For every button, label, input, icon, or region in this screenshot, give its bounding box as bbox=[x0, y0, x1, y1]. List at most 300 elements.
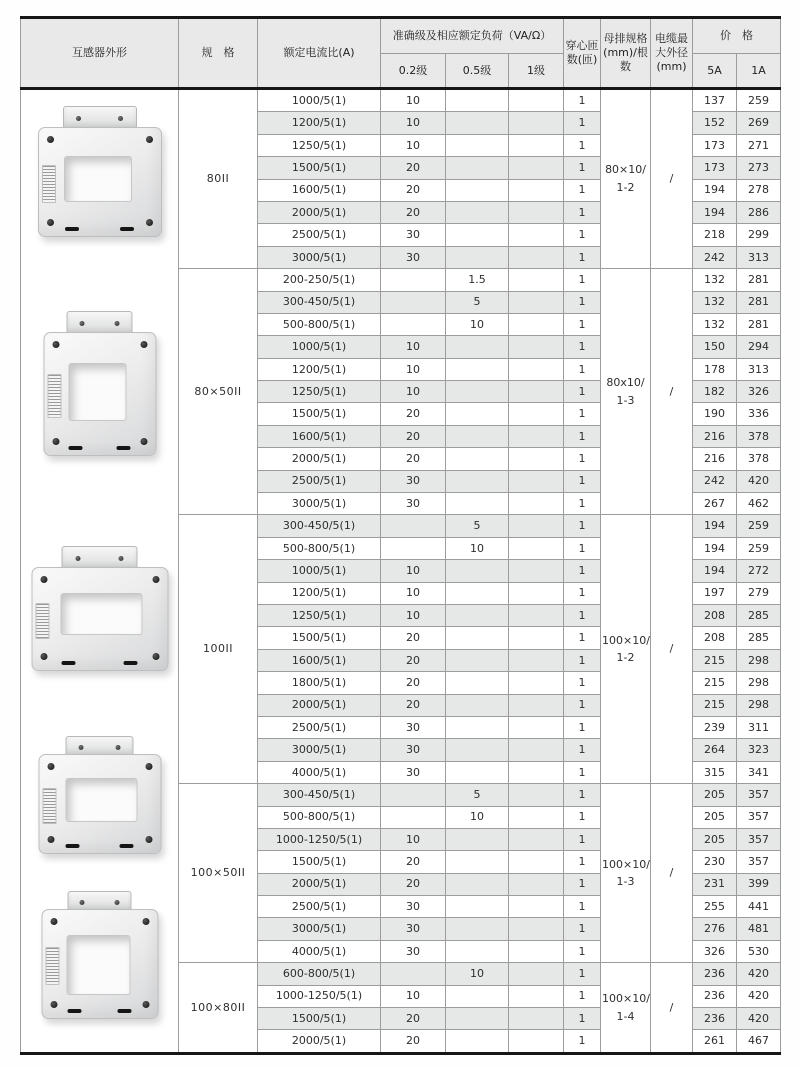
price-5a-cell: 208 bbox=[693, 627, 737, 649]
turns-cell: 1 bbox=[564, 627, 601, 649]
header-turns: 穿心匝数(匝) bbox=[564, 18, 601, 89]
accuracy-cell: 20 bbox=[381, 425, 446, 447]
cable-cell: / bbox=[651, 515, 693, 784]
price-1a-cell: 298 bbox=[737, 694, 781, 716]
accuracy-cell bbox=[381, 806, 446, 828]
price-1a-cell: 281 bbox=[737, 269, 781, 291]
accuracy-cell bbox=[509, 1008, 564, 1030]
price-1a-cell: 285 bbox=[737, 604, 781, 626]
price-1a-cell: 259 bbox=[737, 537, 781, 559]
accuracy-cell: 30 bbox=[381, 493, 446, 515]
price-1a-cell: 481 bbox=[737, 918, 781, 940]
accuracy-cell bbox=[509, 448, 564, 470]
accuracy-cell bbox=[446, 560, 509, 582]
price-5a-cell: 190 bbox=[693, 403, 737, 425]
price-1a-cell: 530 bbox=[737, 940, 781, 962]
price-5a-cell: 326 bbox=[693, 940, 737, 962]
accuracy-cell bbox=[509, 604, 564, 626]
price-1a-cell: 273 bbox=[737, 157, 781, 179]
accuracy-cell: 30 bbox=[381, 224, 446, 246]
ratio-cell: 3000/5(1) bbox=[258, 246, 381, 268]
accuracy-cell bbox=[446, 448, 509, 470]
price-1a-cell: 278 bbox=[737, 179, 781, 201]
accuracy-cell bbox=[509, 336, 564, 358]
ratio-cell: 2500/5(1) bbox=[258, 896, 381, 918]
ratio-cell: 2000/5(1) bbox=[258, 448, 381, 470]
busbar-cell bbox=[601, 89, 651, 269]
turns-cell: 1 bbox=[564, 403, 601, 425]
turns-cell: 1 bbox=[564, 425, 601, 447]
turns-cell: 1 bbox=[564, 537, 601, 559]
price-5a-cell: 178 bbox=[693, 358, 737, 380]
accuracy-cell bbox=[509, 515, 564, 537]
accuracy-cell: 10 bbox=[381, 604, 446, 626]
accuracy-cell bbox=[509, 560, 564, 582]
price-5a-cell: 194 bbox=[693, 537, 737, 559]
ratio-cell: 2500/5(1) bbox=[258, 716, 381, 738]
accuracy-cell bbox=[446, 1030, 509, 1053]
accuracy-cell: 20 bbox=[381, 672, 446, 694]
ratio-cell: 2000/5(1) bbox=[258, 694, 381, 716]
price-5a-cell: 132 bbox=[693, 269, 737, 291]
ratio-cell: 1600/5(1) bbox=[258, 179, 381, 201]
price-1a-cell: 357 bbox=[737, 806, 781, 828]
price-5a-cell: 194 bbox=[693, 179, 737, 201]
ratio-cell: 1000-1250/5(1) bbox=[258, 985, 381, 1007]
accuracy-cell: 10 bbox=[381, 358, 446, 380]
price-5a-cell: 231 bbox=[693, 873, 737, 895]
price-5a-cell: 218 bbox=[693, 224, 737, 246]
accuracy-cell bbox=[446, 201, 509, 223]
ratio-cell: 1500/5(1) bbox=[258, 627, 381, 649]
header-price-group: 价 格 bbox=[693, 18, 781, 54]
ratio-cell: 1500/5(1) bbox=[258, 851, 381, 873]
accuracy-cell: 10 bbox=[446, 313, 509, 335]
accuracy-cell bbox=[446, 918, 509, 940]
price-1a-cell: 271 bbox=[737, 134, 781, 156]
busbar-line1: 80×10/ bbox=[605, 163, 646, 177]
price-1a-cell: 313 bbox=[737, 358, 781, 380]
ratio-cell: 1200/5(1) bbox=[258, 582, 381, 604]
spec-label: 100×50II bbox=[179, 784, 258, 963]
price-5a-cell: 261 bbox=[693, 1030, 737, 1053]
accuracy-cell: 10 bbox=[446, 537, 509, 559]
ratio-cell: 1000/5(1) bbox=[258, 336, 381, 358]
accuracy-cell bbox=[509, 179, 564, 201]
header-price-5a: 5A bbox=[693, 54, 737, 89]
ratio-cell: 1250/5(1) bbox=[258, 381, 381, 403]
busbar-cell bbox=[601, 784, 651, 963]
busbar-line2: 1-4 bbox=[616, 1009, 635, 1023]
busbar-line2: 1-2 bbox=[616, 181, 635, 195]
accuracy-cell: 20 bbox=[381, 851, 446, 873]
ratio-cell: 1250/5(1) bbox=[258, 134, 381, 156]
accuracy-cell: 10 bbox=[381, 112, 446, 134]
price-1a-cell: 294 bbox=[737, 336, 781, 358]
ratio-cell: 1500/5(1) bbox=[258, 1008, 381, 1030]
turns-cell: 1 bbox=[564, 672, 601, 694]
ratio-cell: 1500/5(1) bbox=[258, 403, 381, 425]
spec-label: 100II bbox=[179, 515, 258, 784]
price-5a-cell: 230 bbox=[693, 851, 737, 873]
cable-cell: / bbox=[651, 963, 693, 1054]
price-1a-cell: 279 bbox=[737, 582, 781, 604]
price-1a-cell: 286 bbox=[737, 201, 781, 223]
turns-cell: 1 bbox=[564, 560, 601, 582]
turns-cell: 1 bbox=[564, 806, 601, 828]
price-1a-cell: 357 bbox=[737, 828, 781, 850]
accuracy-cell bbox=[509, 873, 564, 895]
accuracy-cell bbox=[446, 761, 509, 783]
turns-cell: 1 bbox=[564, 89, 601, 112]
price-1a-cell: 285 bbox=[737, 627, 781, 649]
ratio-cell: 1000/5(1) bbox=[258, 89, 381, 112]
header-busbar: 母排规格(mm)/根数 bbox=[601, 18, 651, 89]
turns-cell: 1 bbox=[564, 694, 601, 716]
price-1a-cell: 299 bbox=[737, 224, 781, 246]
accuracy-cell: 30 bbox=[381, 940, 446, 962]
turns-cell: 1 bbox=[564, 493, 601, 515]
accuracy-cell bbox=[446, 873, 509, 895]
ratio-cell: 1000-1250/5(1) bbox=[258, 828, 381, 850]
turns-cell: 1 bbox=[564, 179, 601, 201]
accuracy-cell bbox=[509, 806, 564, 828]
ratio-cell: 3000/5(1) bbox=[258, 493, 381, 515]
price-1a-cell: 323 bbox=[737, 739, 781, 761]
accuracy-cell bbox=[446, 985, 509, 1007]
ratio-cell: 2500/5(1) bbox=[258, 470, 381, 492]
price-5a-cell: 276 bbox=[693, 918, 737, 940]
accuracy-cell bbox=[381, 784, 446, 806]
accuracy-cell bbox=[446, 851, 509, 873]
accuracy-cell: 10 bbox=[381, 985, 446, 1007]
accuracy-cell bbox=[509, 313, 564, 335]
busbar-line2: 1-3 bbox=[616, 875, 635, 889]
accuracy-cell: 10 bbox=[381, 828, 446, 850]
transformer-spec-price-table bbox=[20, 16, 781, 1055]
busbar-line2: 1-2 bbox=[616, 651, 635, 665]
accuracy-cell: 10 bbox=[381, 336, 446, 358]
accuracy-cell bbox=[446, 179, 509, 201]
accuracy-cell bbox=[509, 627, 564, 649]
accuracy-cell bbox=[446, 134, 509, 156]
price-5a-cell: 205 bbox=[693, 784, 737, 806]
header-cable: 电缆最大外径(mm) bbox=[651, 18, 693, 89]
accuracy-cell bbox=[446, 672, 509, 694]
price-1a-cell: 259 bbox=[737, 515, 781, 537]
price-1a-cell: 281 bbox=[737, 291, 781, 313]
accuracy-cell: 30 bbox=[381, 716, 446, 738]
accuracy-cell bbox=[446, 336, 509, 358]
accuracy-cell: 5 bbox=[446, 291, 509, 313]
turns-cell: 1 bbox=[564, 269, 601, 291]
busbar-cell bbox=[601, 269, 651, 515]
ratio-cell: 2000/5(1) bbox=[258, 1030, 381, 1053]
turns-cell: 1 bbox=[564, 381, 601, 403]
accuracy-cell bbox=[446, 425, 509, 447]
accuracy-cell bbox=[509, 1030, 564, 1053]
ratio-cell: 1600/5(1) bbox=[258, 649, 381, 671]
turns-cell: 1 bbox=[564, 112, 601, 134]
price-1a-cell: 420 bbox=[737, 963, 781, 985]
ratio-cell: 1000/5(1) bbox=[258, 560, 381, 582]
accuracy-cell bbox=[509, 582, 564, 604]
turns-cell: 1 bbox=[564, 291, 601, 313]
price-5a-cell: 194 bbox=[693, 201, 737, 223]
accuracy-cell bbox=[446, 89, 509, 112]
cable-cell: / bbox=[651, 784, 693, 963]
header-accuracy-1: 1级 bbox=[509, 54, 564, 89]
accuracy-cell bbox=[446, 694, 509, 716]
header-appearance: 互感器外形 bbox=[21, 18, 179, 89]
header-accuracy-05: 0.5级 bbox=[446, 54, 509, 89]
ratio-cell: 1200/5(1) bbox=[258, 358, 381, 380]
accuracy-cell: 10 bbox=[446, 806, 509, 828]
price-5a-cell: 137 bbox=[693, 89, 737, 112]
accuracy-cell: 20 bbox=[381, 627, 446, 649]
accuracy-cell bbox=[509, 537, 564, 559]
ratio-cell: 1250/5(1) bbox=[258, 604, 381, 626]
turns-cell: 1 bbox=[564, 784, 601, 806]
turns-cell: 1 bbox=[564, 246, 601, 268]
accuracy-cell bbox=[509, 493, 564, 515]
accuracy-cell bbox=[446, 716, 509, 738]
accuracy-cell bbox=[509, 112, 564, 134]
ratio-cell: 500-800/5(1) bbox=[258, 313, 381, 335]
ratio-cell: 1200/5(1) bbox=[258, 112, 381, 134]
accuracy-cell: 20 bbox=[381, 448, 446, 470]
price-1a-cell: 326 bbox=[737, 381, 781, 403]
price-5a-cell: 132 bbox=[693, 291, 737, 313]
accuracy-cell bbox=[446, 627, 509, 649]
accuracy-cell bbox=[509, 918, 564, 940]
header-price-1a: 1A bbox=[737, 54, 781, 89]
accuracy-cell bbox=[446, 112, 509, 134]
accuracy-cell bbox=[446, 739, 509, 761]
accuracy-cell bbox=[381, 313, 446, 335]
price-5a-cell: 208 bbox=[693, 604, 737, 626]
ratio-cell: 1500/5(1) bbox=[258, 157, 381, 179]
turns-cell: 1 bbox=[564, 470, 601, 492]
turns-cell: 1 bbox=[564, 201, 601, 223]
price-5a-cell: 132 bbox=[693, 313, 737, 335]
header-ratio: 额定电流比(A) bbox=[258, 18, 381, 89]
ratio-cell: 600-800/5(1) bbox=[258, 963, 381, 985]
price-5a-cell: 182 bbox=[693, 381, 737, 403]
ratio-cell: 300-450/5(1) bbox=[258, 291, 381, 313]
accuracy-cell: 10 bbox=[381, 134, 446, 156]
turns-cell: 1 bbox=[564, 873, 601, 895]
accuracy-cell bbox=[509, 425, 564, 447]
price-1a-cell: 420 bbox=[737, 985, 781, 1007]
price-1a-cell: 272 bbox=[737, 560, 781, 582]
turns-cell: 1 bbox=[564, 896, 601, 918]
accuracy-cell bbox=[509, 358, 564, 380]
price-1a-cell: 298 bbox=[737, 649, 781, 671]
price-1a-cell: 259 bbox=[737, 89, 781, 112]
accuracy-cell: 30 bbox=[381, 918, 446, 940]
ratio-cell: 2000/5(1) bbox=[258, 873, 381, 895]
accuracy-cell bbox=[446, 358, 509, 380]
accuracy-cell bbox=[509, 940, 564, 962]
accuracy-cell bbox=[446, 604, 509, 626]
price-1a-cell: 420 bbox=[737, 470, 781, 492]
turns-cell: 1 bbox=[564, 515, 601, 537]
turns-cell: 1 bbox=[564, 1030, 601, 1053]
spec-label: 80×50II bbox=[179, 269, 258, 515]
price-5a-cell: 315 bbox=[693, 761, 737, 783]
price-5a-cell: 215 bbox=[693, 672, 737, 694]
turns-cell: 1 bbox=[564, 224, 601, 246]
accuracy-cell bbox=[509, 403, 564, 425]
turns-cell: 1 bbox=[564, 918, 601, 940]
accuracy-cell bbox=[446, 403, 509, 425]
price-1a-cell: 357 bbox=[737, 784, 781, 806]
turns-cell: 1 bbox=[564, 604, 601, 626]
ratio-cell: 3000/5(1) bbox=[258, 739, 381, 761]
price-5a-cell: 194 bbox=[693, 515, 737, 537]
cable-cell: / bbox=[651, 269, 693, 515]
price-5a-cell: 236 bbox=[693, 1008, 737, 1030]
accuracy-cell bbox=[509, 157, 564, 179]
ratio-cell: 500-800/5(1) bbox=[258, 537, 381, 559]
ratio-cell: 200-250/5(1) bbox=[258, 269, 381, 291]
accuracy-cell: 30 bbox=[381, 896, 446, 918]
accuracy-cell: 20 bbox=[381, 403, 446, 425]
price-1a-cell: 467 bbox=[737, 1030, 781, 1053]
busbar-line1: 100×10/ bbox=[602, 633, 650, 647]
accuracy-cell bbox=[509, 963, 564, 985]
accuracy-cell: 5 bbox=[446, 784, 509, 806]
table-row bbox=[21, 89, 781, 112]
accuracy-cell bbox=[446, 828, 509, 850]
accuracy-cell bbox=[509, 694, 564, 716]
price-5a-cell: 215 bbox=[693, 694, 737, 716]
price-1a-cell: 378 bbox=[737, 448, 781, 470]
price-1a-cell: 311 bbox=[737, 716, 781, 738]
price-1a-cell: 378 bbox=[737, 425, 781, 447]
turns-cell: 1 bbox=[564, 448, 601, 470]
turns-cell: 1 bbox=[564, 134, 601, 156]
accuracy-cell: 30 bbox=[381, 470, 446, 492]
busbar-cell bbox=[601, 515, 651, 784]
turns-cell: 1 bbox=[564, 358, 601, 380]
busbar-line2: 1-3 bbox=[616, 393, 635, 407]
accuracy-cell bbox=[509, 761, 564, 783]
accuracy-cell: 10 bbox=[381, 381, 446, 403]
header-accuracy-02: 0.2级 bbox=[381, 54, 446, 89]
ratio-cell: 4000/5(1) bbox=[258, 761, 381, 783]
ratio-cell: 300-450/5(1) bbox=[258, 515, 381, 537]
price-5a-cell: 215 bbox=[693, 649, 737, 671]
accuracy-cell: 20 bbox=[381, 1008, 446, 1030]
turns-cell: 1 bbox=[564, 851, 601, 873]
header-accuracy-group: 准确级及相应额定负荷（VA/Ω） bbox=[381, 18, 564, 54]
accuracy-cell: 30 bbox=[381, 246, 446, 268]
ratio-cell: 1800/5(1) bbox=[258, 672, 381, 694]
header-spec: 规 格 bbox=[179, 18, 258, 89]
accuracy-cell: 30 bbox=[381, 739, 446, 761]
accuracy-cell bbox=[446, 896, 509, 918]
accuracy-cell: 10 bbox=[381, 89, 446, 112]
accuracy-cell: 20 bbox=[381, 649, 446, 671]
price-5a-cell: 173 bbox=[693, 134, 737, 156]
turns-cell: 1 bbox=[564, 649, 601, 671]
accuracy-cell: 10 bbox=[381, 560, 446, 582]
ratio-cell: 1600/5(1) bbox=[258, 425, 381, 447]
accuracy-cell bbox=[509, 224, 564, 246]
ratio-cell: 500-800/5(1) bbox=[258, 806, 381, 828]
accuracy-cell bbox=[509, 201, 564, 223]
accuracy-cell bbox=[446, 582, 509, 604]
price-5a-cell: 242 bbox=[693, 470, 737, 492]
price-5a-cell: 150 bbox=[693, 336, 737, 358]
accuracy-cell: 10 bbox=[381, 582, 446, 604]
price-1a-cell: 281 bbox=[737, 313, 781, 335]
accuracy-cell bbox=[509, 672, 564, 694]
turns-cell: 1 bbox=[564, 963, 601, 985]
price-1a-cell: 341 bbox=[737, 761, 781, 783]
busbar-line1: 80x10/ bbox=[606, 376, 645, 390]
price-5a-cell: 197 bbox=[693, 582, 737, 604]
accuracy-cell: 20 bbox=[381, 694, 446, 716]
price-5a-cell: 194 bbox=[693, 560, 737, 582]
accuracy-cell bbox=[509, 716, 564, 738]
price-5a-cell: 236 bbox=[693, 985, 737, 1007]
accuracy-cell bbox=[446, 493, 509, 515]
accuracy-cell bbox=[446, 940, 509, 962]
accuracy-cell: 20 bbox=[381, 873, 446, 895]
price-1a-cell: 357 bbox=[737, 851, 781, 873]
turns-cell: 1 bbox=[564, 313, 601, 335]
accuracy-cell bbox=[381, 291, 446, 313]
turns-cell: 1 bbox=[564, 985, 601, 1007]
accuracy-cell: 30 bbox=[381, 761, 446, 783]
price-1a-cell: 298 bbox=[737, 672, 781, 694]
price-5a-cell: 216 bbox=[693, 425, 737, 447]
accuracy-cell bbox=[509, 896, 564, 918]
price-5a-cell: 239 bbox=[693, 716, 737, 738]
turns-cell: 1 bbox=[564, 336, 601, 358]
price-1a-cell: 269 bbox=[737, 112, 781, 134]
ratio-cell: 2500/5(1) bbox=[258, 224, 381, 246]
accuracy-cell bbox=[446, 246, 509, 268]
price-5a-cell: 242 bbox=[693, 246, 737, 268]
spec-label: 80II bbox=[179, 89, 258, 269]
price-1a-cell: 399 bbox=[737, 873, 781, 895]
price-5a-cell: 173 bbox=[693, 157, 737, 179]
accuracy-cell: 5 bbox=[446, 515, 509, 537]
price-1a-cell: 313 bbox=[737, 246, 781, 268]
accuracy-cell bbox=[509, 470, 564, 492]
accuracy-cell bbox=[509, 291, 564, 313]
accuracy-cell bbox=[381, 269, 446, 291]
busbar-line1: 100×10/ bbox=[602, 857, 650, 871]
accuracy-cell bbox=[509, 828, 564, 850]
accuracy-cell bbox=[509, 739, 564, 761]
price-5a-cell: 236 bbox=[693, 963, 737, 985]
price-1a-cell: 336 bbox=[737, 403, 781, 425]
price-5a-cell: 216 bbox=[693, 448, 737, 470]
accuracy-cell: 20 bbox=[381, 179, 446, 201]
price-5a-cell: 264 bbox=[693, 739, 737, 761]
accuracy-cell bbox=[509, 784, 564, 806]
price-5a-cell: 152 bbox=[693, 112, 737, 134]
accuracy-cell: 20 bbox=[381, 1030, 446, 1053]
spec-label: 100×80II bbox=[179, 963, 258, 1054]
ratio-cell: 300-450/5(1) bbox=[258, 784, 381, 806]
accuracy-cell bbox=[446, 381, 509, 403]
